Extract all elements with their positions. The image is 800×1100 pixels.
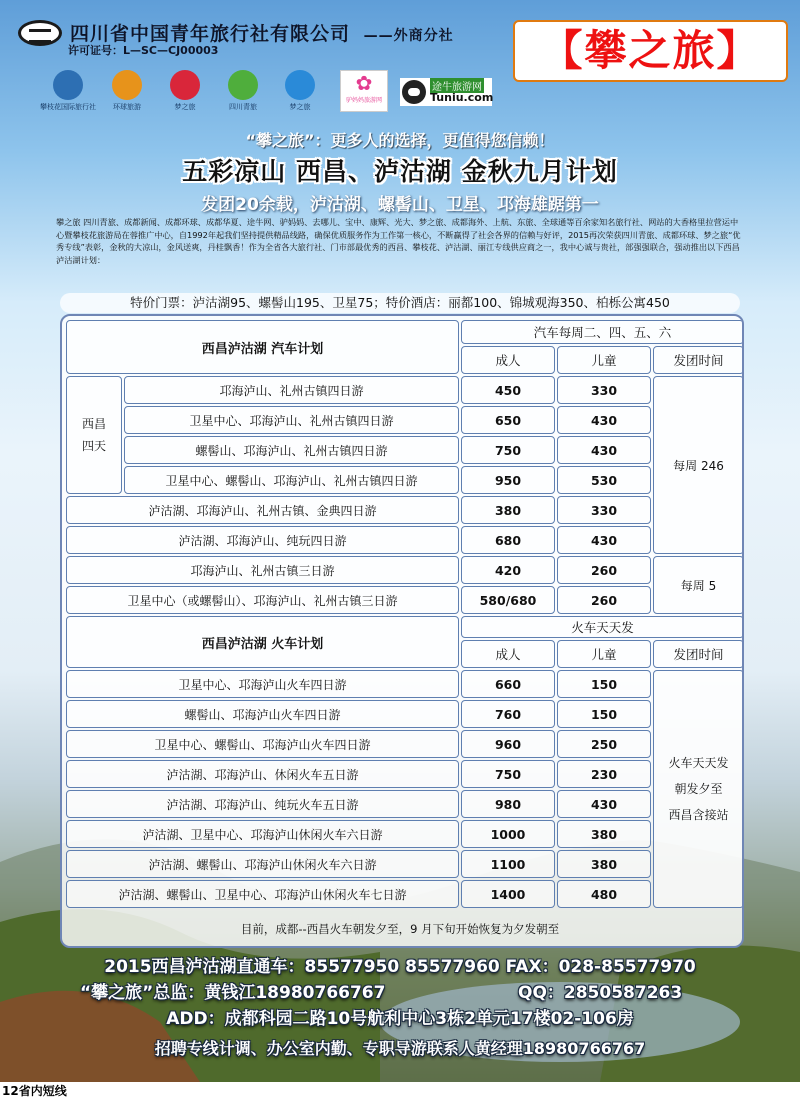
train-header-row xyxy=(66,616,744,638)
table-row xyxy=(66,496,744,524)
adult-price: 580/680 xyxy=(461,586,555,614)
company-name-text: 四川省中国青年旅行社有限公司 xyxy=(70,23,351,45)
adult-price: 680 xyxy=(461,526,555,554)
partner-logo-4 xyxy=(228,70,258,112)
adult-price: 1100 xyxy=(461,850,555,878)
brand-box xyxy=(513,20,788,82)
adult-price: 650 xyxy=(461,406,555,434)
hotline: 2015西昌泸沽湖直通车：85577950 85577960 FAX：028-85577970 xyxy=(104,957,696,977)
adult-price: 980 xyxy=(461,790,555,818)
tuniu-logo xyxy=(400,78,492,106)
adult-price: 950 xyxy=(461,466,555,494)
recruitment: 招聘专线计调、办公室内勤、专职导游联系人黄经理18980766767 xyxy=(154,1039,646,1058)
partner-label: 四川青旅 xyxy=(229,103,257,111)
child-price: 330 xyxy=(557,376,651,404)
partner-label: 环球旅游 xyxy=(113,103,141,111)
table-row xyxy=(66,466,744,494)
partner-label: 攀枝花国际旅行社 xyxy=(40,103,96,111)
main-title: 五彩凉山 西昌、泸沽湖 金秋九月计划 xyxy=(182,157,618,186)
table-row xyxy=(66,436,744,464)
train-depart-line-1: 火车天天发 xyxy=(668,756,729,770)
adult-price: 420 xyxy=(461,556,555,584)
route-cell: 螺髻山、邛海泸山、礼州古镇四日游 xyxy=(124,436,459,464)
train-depart-info xyxy=(653,670,744,908)
route-cell: 卫星中心、螺髻山、邛海泸山火车四日游 xyxy=(66,730,459,758)
table-row xyxy=(66,376,744,404)
car-schedule: 汽车每周二、四、五、六 xyxy=(461,320,744,344)
adult-price: 960 xyxy=(461,730,555,758)
butterfly-icon xyxy=(170,70,200,100)
adult-price: 660 xyxy=(461,670,555,698)
route-cell: 泸沽湖、邛海泸山、礼州古镇、金典四日游 xyxy=(66,496,459,524)
col-child: 儿童 xyxy=(557,640,651,668)
table-row xyxy=(66,730,744,758)
adult-price: 1000 xyxy=(461,820,555,848)
car-header-row xyxy=(66,320,744,344)
train-notice: 目前，成都--西昌火车朝发夕至，9 月下旬开始恢复为夕发朝至 xyxy=(240,922,560,936)
route-cell: 卫星中心、螺髻山、邛海泸山、礼州古镇四日游 xyxy=(124,466,459,494)
child-price: 430 xyxy=(557,436,651,464)
tuniu-domain: Tuniu.com xyxy=(430,91,494,104)
route-cell: 泸沽湖、螺髻山、邛海泸山休闲火车六日游 xyxy=(66,850,459,878)
footer-label: 12省内短线 xyxy=(2,1084,67,1098)
child-price: 330 xyxy=(557,496,651,524)
table-row xyxy=(66,526,744,554)
adult-price: 1400 xyxy=(461,880,555,908)
col-depart: 发团时间 xyxy=(653,640,744,668)
child-price: 430 xyxy=(557,526,651,554)
table-row xyxy=(66,700,744,728)
branch-name: ——外商分社 xyxy=(363,28,454,44)
train-schedule: 火车天天发 xyxy=(461,616,744,638)
car-plan-title: 西昌泸沽湖 汽车计划 xyxy=(66,320,459,374)
partner-logo-3 xyxy=(170,70,200,112)
director-contact: “攀之旅”总监：黄钱江18980766767 xyxy=(80,983,386,1003)
smiley-icon xyxy=(285,70,315,100)
table-row xyxy=(66,406,744,434)
license-number: 许可证号：L—SC—CJ00003 xyxy=(68,44,219,57)
route-cell: 卫星中心（或螺髻山）、邛海泸山、礼州古镇三日游 xyxy=(66,586,459,614)
col-adult: 成人 xyxy=(461,640,555,668)
route-cell: 泸沽湖、邛海泸山、休闲火车五日游 xyxy=(66,760,459,788)
route-cell: 泸沽湖、邛海泸山、纯玩四日游 xyxy=(66,526,459,554)
child-price: 480 xyxy=(557,880,651,908)
table-row xyxy=(66,880,744,908)
train-depart-line-2: 朝发夕至 xyxy=(674,782,723,796)
price-table-panel xyxy=(60,314,744,948)
col-adult: 成人 xyxy=(461,346,555,374)
table-row xyxy=(66,820,744,848)
child-price: 260 xyxy=(557,586,651,614)
table-row xyxy=(66,556,744,584)
price-table xyxy=(64,318,744,910)
partner-logo-5 xyxy=(285,70,315,112)
child-price: 150 xyxy=(557,670,651,698)
child-price: 380 xyxy=(557,820,651,848)
special-offer-bar: 特价门票：泸沽湖95、螺髻山195、卫星75；特价酒店：丽都100、锦城观海350、柏栎公寓450 xyxy=(60,293,740,313)
swirl-icon xyxy=(112,70,142,100)
route-cell: 卫星中心、邛海泸山火车四日游 xyxy=(66,670,459,698)
adult-price: 380 xyxy=(461,496,555,524)
child-price: 230 xyxy=(557,760,651,788)
partner-logo-2 xyxy=(112,70,142,112)
adult-price: 750 xyxy=(461,760,555,788)
subtitle: 发团20余载，泸沽湖、螺髻山、卫星、邛海雄踞第一 xyxy=(201,195,599,215)
col-depart: 发团时间 xyxy=(653,346,744,374)
table-row xyxy=(66,670,744,698)
tuniu-name: 途牛旅游网 xyxy=(430,78,484,93)
table-row xyxy=(66,760,744,788)
depart-time-b: 每周 5 xyxy=(653,556,744,614)
cow-face-icon xyxy=(402,80,426,104)
child-price: 150 xyxy=(557,700,651,728)
route-cell: 邛海泸山、礼州古镇四日游 xyxy=(124,376,459,404)
child-price: 380 xyxy=(557,850,651,878)
adult-price: 760 xyxy=(461,700,555,728)
lvmama-icon: ✿ xyxy=(355,71,373,95)
intro-paragraph: 攀之旅 四川青旅、成都新闻、成都环球、成都华夏、途牛网、驴妈妈、去哪儿、宝中、康辉、光大、梦之旅、成都海外、上航、东旅、全球通等百余家知名旅行社、网站的大香格里拉营运中心暨攀枝花旅游局在蓉推广中心，自1992年起我们坚持提供精品线路，确保优质服务作为工作第一核心，不断赢得了社会各界的信赖与好评，2015再次荣获四川青旅、成都环球、梦之旅“优秀专线”表彰，金秋的大凉山，金风送爽，丹桂飘香！作为全省各大旅行社、门市部最优秀的西昌、攀枝花、泸沽湖、丽江专线供应商之一，我中心诚与贵社，部强强联合，强动推出以下西昌泸沽湖计划： xyxy=(56,217,741,265)
lvmama-label: 驴妈妈旅游网 xyxy=(345,97,382,104)
child-price: 250 xyxy=(557,730,651,758)
route-cell: 螺髻山、邛海泸山火车四日游 xyxy=(66,700,459,728)
route-cell: 邛海泸山、礼州古镇三日游 xyxy=(66,556,459,584)
child-price: 430 xyxy=(557,790,651,818)
child-price: 530 xyxy=(557,466,651,494)
globe-icon xyxy=(53,70,83,100)
depart-time-a: 每周 246 xyxy=(653,376,744,554)
footer-strip xyxy=(0,1082,800,1100)
wave-icon xyxy=(228,70,258,100)
partner-label: 梦之旅 xyxy=(289,103,311,111)
adult-price: 750 xyxy=(461,436,555,464)
route-cell: 泸沽湖、螺髻山、卫星中心、邛海泸山休闲火车七日游 xyxy=(66,880,459,908)
partner-label: 梦之旅 xyxy=(174,103,196,111)
brand-title: 【攀之旅】 xyxy=(540,26,761,75)
qq-contact: QQ：2850587263 xyxy=(518,983,683,1003)
route-cell: 泸沽湖、邛海泸山、纯玩火车五日游 xyxy=(66,790,459,818)
table-row xyxy=(66,850,744,878)
adult-price: 450 xyxy=(461,376,555,404)
group-label: 西昌 四天 xyxy=(66,376,122,494)
col-child: 儿童 xyxy=(557,346,651,374)
table-row xyxy=(66,790,744,818)
table-row xyxy=(66,586,744,614)
slogan: “攀之旅”：更多人的选择，更值得您信赖！ xyxy=(245,131,555,150)
lvmama-logo xyxy=(340,70,388,112)
route-cell: 泸沽湖、卫星中心、邛海泸山休闲火车六日游 xyxy=(66,820,459,848)
train-plan-title: 西昌泸沽湖 火车计划 xyxy=(66,616,459,668)
route-cell: 卫星中心、邛海泸山、礼州古镇四日游 xyxy=(124,406,459,434)
child-price: 430 xyxy=(557,406,651,434)
train-depart-line-3: 西昌含接站 xyxy=(668,808,729,822)
partner-logo-1 xyxy=(40,70,96,112)
address: ADD：成都科园二路10号航利中心3栋2单元17楼02-106房 xyxy=(166,1009,634,1029)
cyts-logo-icon xyxy=(18,20,62,46)
child-price: 260 xyxy=(557,556,651,584)
